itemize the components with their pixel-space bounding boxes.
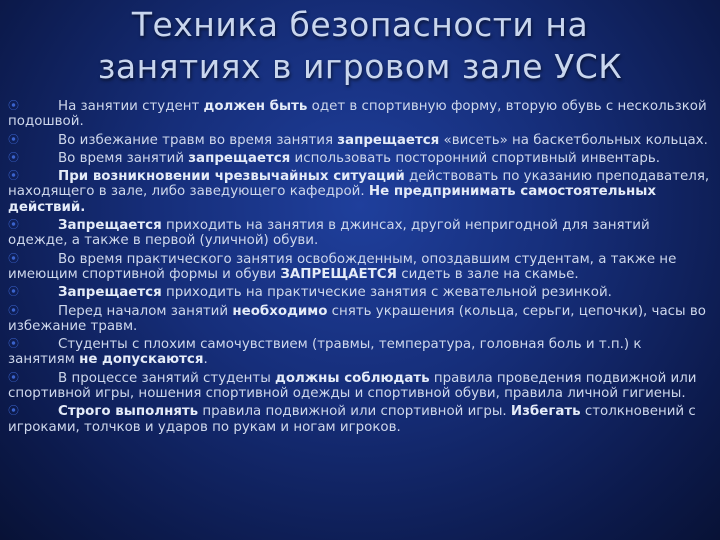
rule-item (8, 403, 712, 435)
rule-text: Во избежание травм во время занятия (58, 132, 338, 148)
rule-text: сидеть в зале на скамье. (396, 266, 579, 282)
circle-arrow-right-icon: ⦿ (8, 99, 19, 112)
circle-arrow-right-icon: ⦿ (8, 150, 19, 164)
slide-title (0, 4, 720, 88)
rule-item (8, 251, 712, 283)
rule-item (8, 336, 712, 368)
rule-item (8, 168, 712, 215)
circle-arrow-right-icon: ⦿ (8, 303, 19, 317)
rule-text: . (203, 352, 208, 368)
circle-arrow-right-icon: ⦿ (8, 370, 19, 384)
rule-text: На занятии студент (58, 99, 204, 114)
rule-text: столкновений с игроками, толчков и ударов по рукам и ногам игроков. (8, 404, 696, 435)
rule-emphasis: Не предпринимать самостоятельных действий. (8, 184, 657, 215)
rule-item (8, 98, 712, 130)
rule-emphasis: запрещается (188, 150, 291, 166)
slide-title-line-1: Техника безопасности на (131, 5, 589, 44)
rule-item (8, 303, 712, 335)
rule-text: Студенты с плохим самочувствием (травмы, температура, головная боль и т.п.) к занятиям (8, 337, 642, 368)
circle-arrow-right-icon: ⦿ (8, 251, 19, 265)
rule-emphasis: не допускаются (79, 352, 204, 368)
rule-text: В процессе занятий студенты (58, 370, 276, 386)
rule-text: Во время занятий (58, 150, 189, 166)
rule-text: Перед началом занятий (58, 303, 233, 319)
rule-emphasis: ЗАПРЕЩАЕТСЯ (280, 266, 397, 282)
rule-emphasis: запрещается (337, 132, 440, 148)
rule-item (8, 217, 712, 249)
circle-arrow-right-icon: ⦿ (8, 132, 19, 146)
slide-title-line-2: занятиях в игровом зале УСК (97, 47, 623, 86)
rule-text: одет в спортивную форму, вторую обувь с нескользкой подошвой. (8, 99, 707, 130)
rule-text: правила подвижной или спортивной игры. (198, 404, 511, 420)
rule-text: приходить на практические занятия с жевательной резинкой. (161, 285, 612, 301)
rule-emphasis: должен быть (203, 99, 308, 114)
rule-emphasis: При возникновении чрезвычайных ситуаций (58, 169, 405, 185)
rule-text: использовать посторонний спортивный инвентарь. (290, 150, 660, 166)
rule-text: правила проведения подвижной или спортивной игры, ношения спортивной одежды и спортивной обуви, правила личной гигиены. (8, 370, 697, 402)
circle-arrow-right-icon: ⦿ (8, 169, 19, 183)
rule-text: Во время практического занятия освобожденным, опоздавшим студентам, а также не имеющим спортивной формы и обуви (8, 251, 677, 282)
rule-emphasis: должны соблюдать (275, 370, 430, 386)
rule-emphasis: Запрещается (58, 285, 162, 301)
rule-text: приходить на занятия в джинсах, другой непригодной для занятий одежде, а также в первой (уличной) обуви. (8, 218, 650, 249)
rule-text: действовать по указанию преподавателя, находящего в зале, либо заведующего кафедрой. (8, 169, 710, 200)
rule-item (8, 132, 712, 148)
rule-emphasis: Избегать (510, 404, 581, 420)
rule-item (8, 370, 712, 402)
circle-arrow-right-icon: ⦿ (8, 404, 19, 418)
rule-emphasis: Запрещается (58, 218, 162, 234)
rule-emphasis: Строго выполнять (58, 404, 199, 420)
rule-text: «висеть» на баскетбольных кольцах. (439, 132, 708, 148)
circle-arrow-right-icon: ⦿ (8, 285, 19, 299)
rule-emphasis: необходимо (232, 303, 328, 319)
circle-arrow-right-icon: ⦿ (8, 218, 19, 232)
circle-arrow-right-icon: ⦿ (8, 337, 19, 351)
rule-item (8, 284, 712, 300)
rule-item (8, 150, 712, 166)
rule-text: снять украшения (кольца, серьги, цепочки), часы во избежание травм. (8, 303, 706, 334)
safety-rules-list (8, 98, 712, 437)
